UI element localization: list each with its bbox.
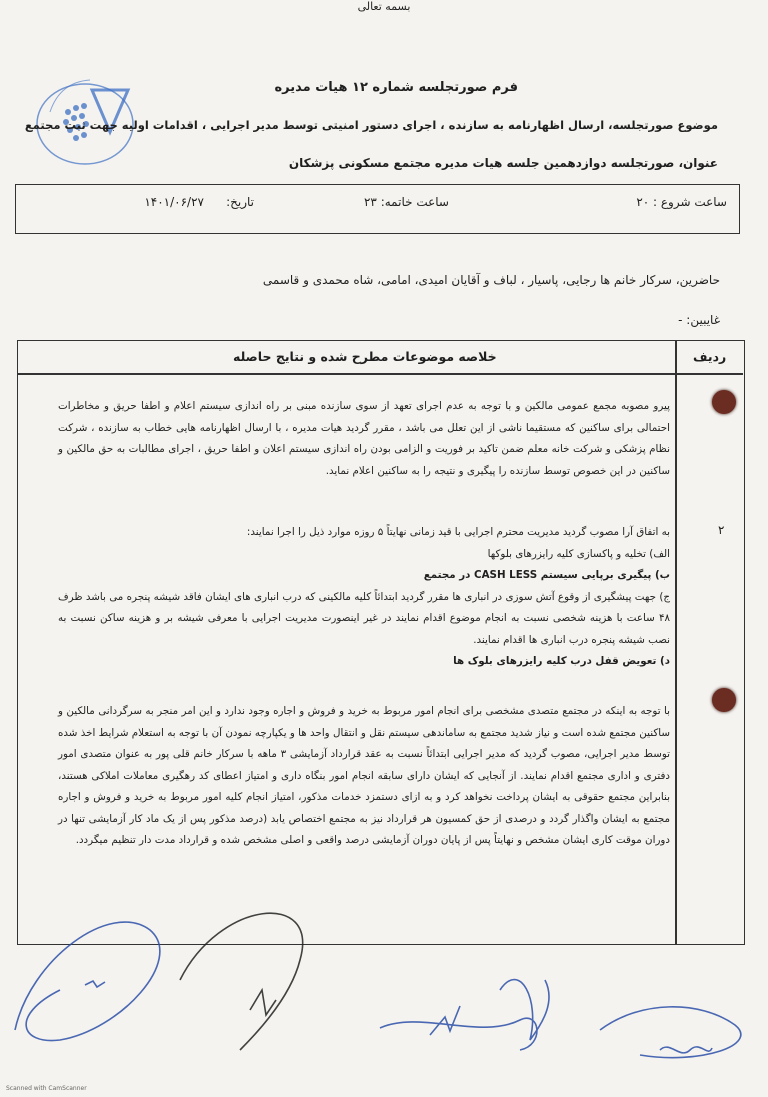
item-2-b: ب) پیگیری برپایی سیستم CASH LESS در مجتمع <box>423 569 670 581</box>
item-2-c: ج) جهت پیشگیری از وقوع آتش سوزی در انباری ها مقرر گردید ابتدائاً کلیه مالکینی که درب انباری های ایشان فاقد شیشه پنجره می باشد ظرف ۴۸ ساعت با هزینه شخصی نسبت به انجام موضوع اقدام نمایند در غیر اینصورت مدیریت اجرایی با معرفی شیشه بر و هزینه ساکن نسبت به نصب شیشه پنجره درب انباری ها اقدام نمایند. <box>58 590 670 646</box>
item-3-text: با توجه به اینکه در مجتمع متصدی مشخصی برای انجام امور مربوط به خرید و فروش و اجاره وجود ندارد و این امر منجر به سرگردانی مالکین و ساکنین مجتمع شده است و نیاز شدید مجتمع به ساماندهی سیستم نقل و انتقال واحد ها و یکپارچه نمودن آن با توجه به استعلام شرایط اخذ شده توسط مدیر اجرایی، مصوب گردید که مدیر اجرایی ابتدائاً نسبت به عقد قرارداد آزمایشی ۳ ماهه با سرکار خانم قلی پور به عنوان متصدی امور دفتری و اداری مجتمع اقدام نمایند. از آنجایی که ایشان دارای سابقه انجام امور بنگاه داری و امتیاز اعطای کد رهگیری معاملات املاکی هستند، بنابراین مجتمع حقوقی به ایشان پرداخت نخواهد کرد و به ازای دستمزد خدمات مذکور، امتیاز انجام کلیه امور مربوط به خرید و فروش و اجاره مجتمع به ایشان واگذار گردد و درصدی از حق کمسیون هر قرارداد نیز به مجتمع اختصاص یابد (درصد مذکور پس از یک ماد کار آزمایشی تنها در دوران موقت کاری ایشان مشخص و نهایتاً پس از پایان دوران آزمایشی درصد واقعی و اصلی مشخص شده و قرارداد مدت دار تنظیم میگردد. <box>58 705 671 846</box>
item-1-text: پیرو مصوبه مجمع عمومی مالکین و با توجه به عدم اجرای تعهد از سوی سازنده مبنی بر راه اندازی سیستم اعلام و اطفا حریق و مخاطرات احتمالی برای ساکنین که مستقیما ناشی از این تعلل می باشد ، مقرر گردید هیات مدیره ، با ارسال اظهارنامه هایی خطاب به سازنده ، شرکت نظام پزشکی و شرکت خانه معلم ضمن تاکید بر فوریت و الزامی بودن راه اندازی سیستم اعلان و اطفا حریق ، اجرای مطالبات به حق مالکین و ساکنین در این خصوص توسط سازنده را پیگیری و نتیجه را به ساکنین اعلام نماید. <box>58 400 670 477</box>
item-2-a: الف) تخلیه و پاکسازی کلیه رایزرهای بلوکها <box>487 547 670 560</box>
attendees-present: حاضرین، سرکار خانم ها رجایی، پاسیار ، لباف و آقایان امیدی، امامی، شاه محمدی و قاسمی <box>262 273 720 287</box>
column-header-summary: خلاصه موضوعات مطرح شده و نتایج حاصله <box>233 349 497 364</box>
date-label: تاریخ: <box>226 195 254 209</box>
bismillah-heading: بسمه تعالی <box>357 0 411 13</box>
meeting-date: ۱۴۰۱/۰۶/۲۷ <box>144 195 204 209</box>
meeting-title: عنوان، صورتجلسه دوازدهمین جلسه هیات مدیره مجتمع مسکونی پزشکان <box>288 156 718 170</box>
scanner-watermark: Scanned with CamScanner <box>6 1085 87 1092</box>
item-2-d: د) تعویض قفل درب کلیه رایزرهای بلوک ها <box>453 655 670 667</box>
form-title: فرم صورتجلسه شماره ۱۲ هیات مدیره <box>274 80 518 95</box>
item-2-intro: به اتفاق آرا مصوب گردید مدیریت محترم اجرایی با قید زمانی نهایتاً ۵ روزه موارد ذیل را اجرا نمایند: <box>246 526 670 538</box>
column-header-row: ردیف <box>693 349 727 364</box>
row-number: ۲ <box>718 523 725 537</box>
start-time: ساعت شروع : ۲۰ <box>636 195 727 209</box>
attendees-absent: غایبین: - <box>678 313 720 327</box>
end-time: ساعت خاتمه: ۲۳ <box>363 195 449 209</box>
meeting-subject: موضوع صورتجلسه، ارسال اظهارنامه به سازنده ، اجرای دستور امنیتی توسط مدیر اجرایی ، اقدامات اولیه جهت ثبت مجتمع <box>24 118 718 132</box>
